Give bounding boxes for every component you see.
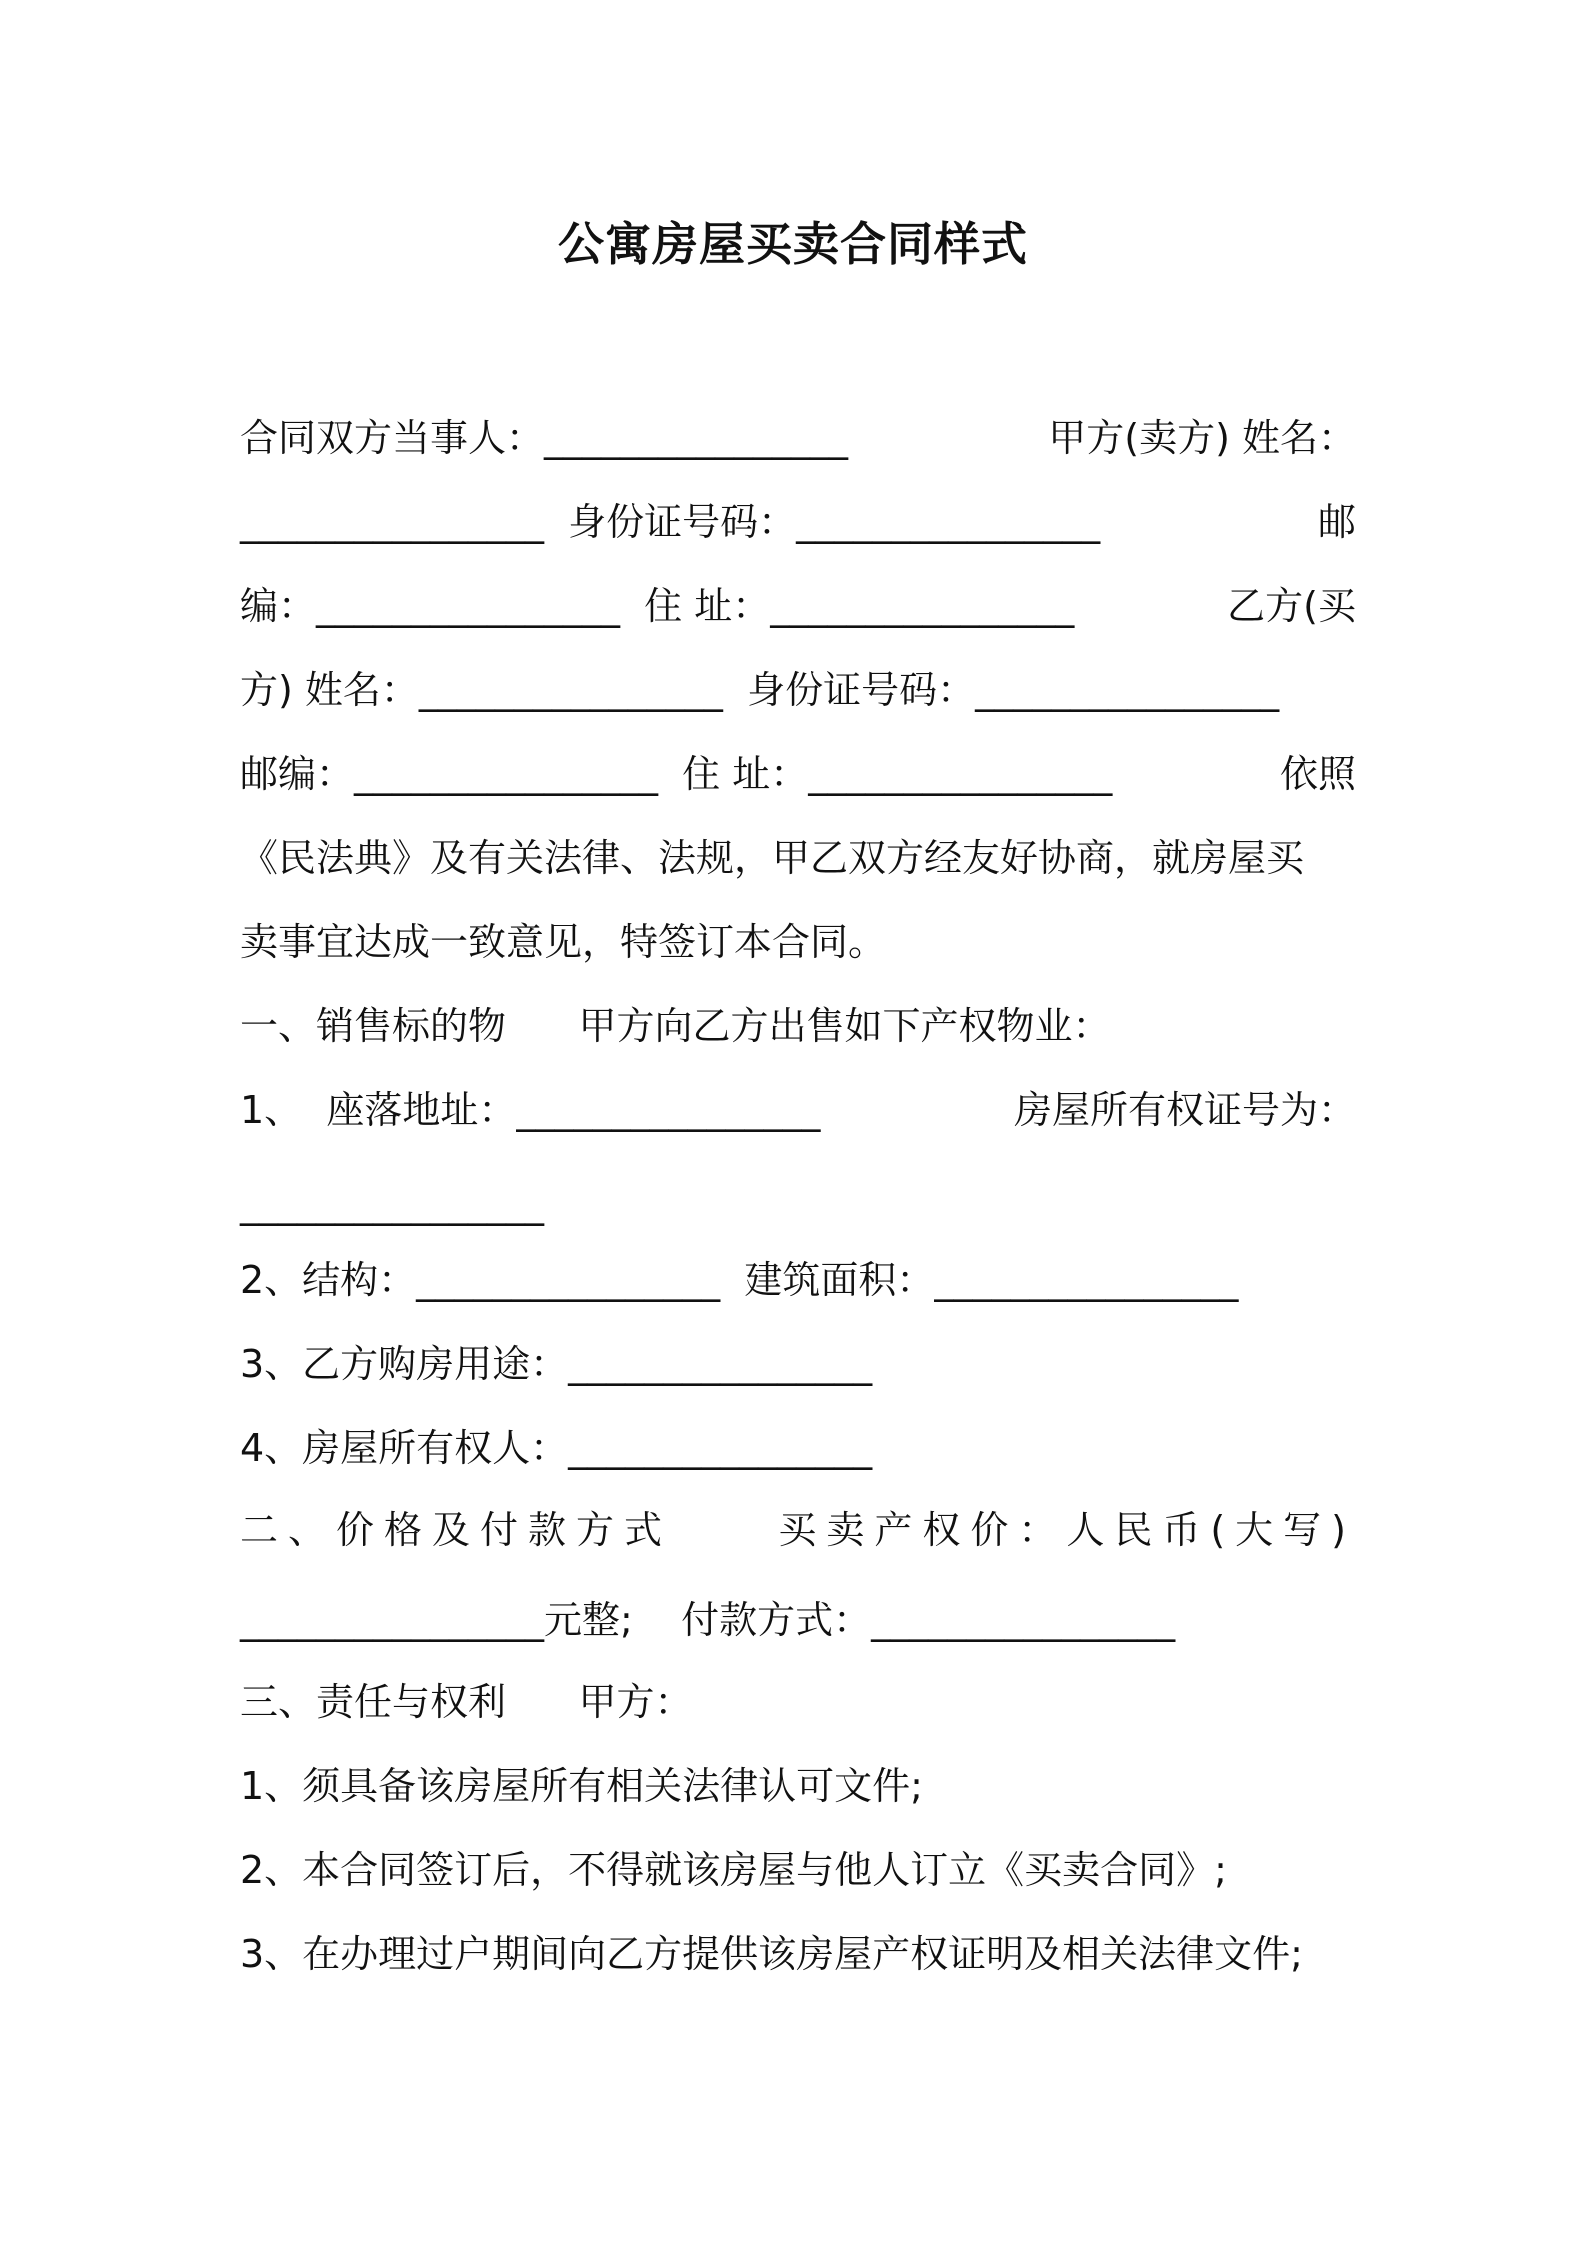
line-seller-id-right: 邮 bbox=[1317, 500, 1356, 544]
document-title: 公寓房屋买卖合同样式 bbox=[558, 217, 1028, 271]
line-price-payment-text: ________________元整; 付款方式：________________ bbox=[240, 1598, 1176, 1642]
line-agreement-text: 卖事宜达成一致意见，特签订本合同。 bbox=[240, 920, 887, 964]
section-one-text: 一、销售标的物 甲方向乙方出售如下产权物业： bbox=[240, 1004, 1111, 1048]
section-two-right: 买卖产权价：人民币(大写) bbox=[778, 1508, 1356, 1552]
section-one-heading bbox=[240, 996, 1356, 1056]
item-4-owner-text: 4、房屋所有权人：________________ bbox=[240, 1426, 873, 1470]
line-buyer-address-right: 依照 bbox=[1279, 752, 1356, 796]
line-seller-id-left: ________________ 身份证号码：________________ bbox=[240, 500, 1101, 544]
line-legal-basis-text: 《民法典》及有关法律、法规，甲乙双方经友好协商，就房屋买 bbox=[240, 836, 1305, 880]
section-two-left: 二、价格及付款方式 bbox=[240, 1508, 673, 1552]
item-1-location-left: 1、 座落地址：________________ bbox=[240, 1088, 821, 1132]
item-1-location bbox=[240, 1080, 1356, 1140]
item-1-certificate-blank bbox=[240, 1174, 1356, 1234]
item-3-usage bbox=[240, 1334, 1356, 1394]
line-parties bbox=[240, 408, 1356, 468]
line-legal-basis bbox=[240, 828, 1356, 888]
item-2-structure bbox=[240, 1250, 1356, 1310]
line-seller-address-left: 编：________________ 住 址：________________ bbox=[240, 584, 1075, 628]
line-seller-address bbox=[240, 576, 1356, 636]
section-two-heading bbox=[240, 1500, 1356, 1560]
duty-2-text: 2、本合同签订后，不得就该房屋与他人订立《买卖合同》; bbox=[240, 1848, 1227, 1892]
line-buyer-address bbox=[240, 744, 1356, 804]
line-buyer-address-left: 邮编：________________ 住 址：________________ bbox=[240, 752, 1113, 796]
line-parties-left: 合同双方当事人：________________ bbox=[240, 416, 849, 460]
item-3-usage-text: 3、乙方购房用途：________________ bbox=[240, 1342, 873, 1386]
line-price-payment bbox=[240, 1590, 1356, 1650]
item-1-certificate-blank-text: ________________ bbox=[240, 1182, 544, 1226]
item-4-owner bbox=[240, 1418, 1356, 1478]
item-1-location-right: 房屋所有权证号为： bbox=[1013, 1088, 1356, 1132]
duty-1 bbox=[240, 1756, 1356, 1816]
duty-3-text: 3、在办理过户期间向乙方提供该房屋产权证明及相关法律文件; bbox=[240, 1932, 1303, 1976]
duty-2 bbox=[240, 1840, 1356, 1900]
line-buyer-name bbox=[240, 660, 1356, 720]
section-three-heading bbox=[240, 1672, 1356, 1732]
line-agreement bbox=[240, 912, 1356, 972]
line-buyer-name-text: 方) 姓名：________________ 身份证号码：________________ bbox=[240, 668, 1280, 712]
line-parties-right: 甲方(卖方) 姓名： bbox=[1048, 416, 1356, 460]
section-three-text: 三、责任与权利 甲方： bbox=[240, 1680, 693, 1724]
duty-3 bbox=[240, 1924, 1356, 1984]
line-seller-id bbox=[240, 492, 1356, 552]
item-2-structure-text: 2、结构：________________ 建筑面积：________________ bbox=[240, 1258, 1239, 1302]
duty-1-text: 1、须具备该房屋所有相关法律认可文件; bbox=[240, 1764, 923, 1808]
line-seller-address-right: 乙方(买 bbox=[1227, 584, 1356, 628]
